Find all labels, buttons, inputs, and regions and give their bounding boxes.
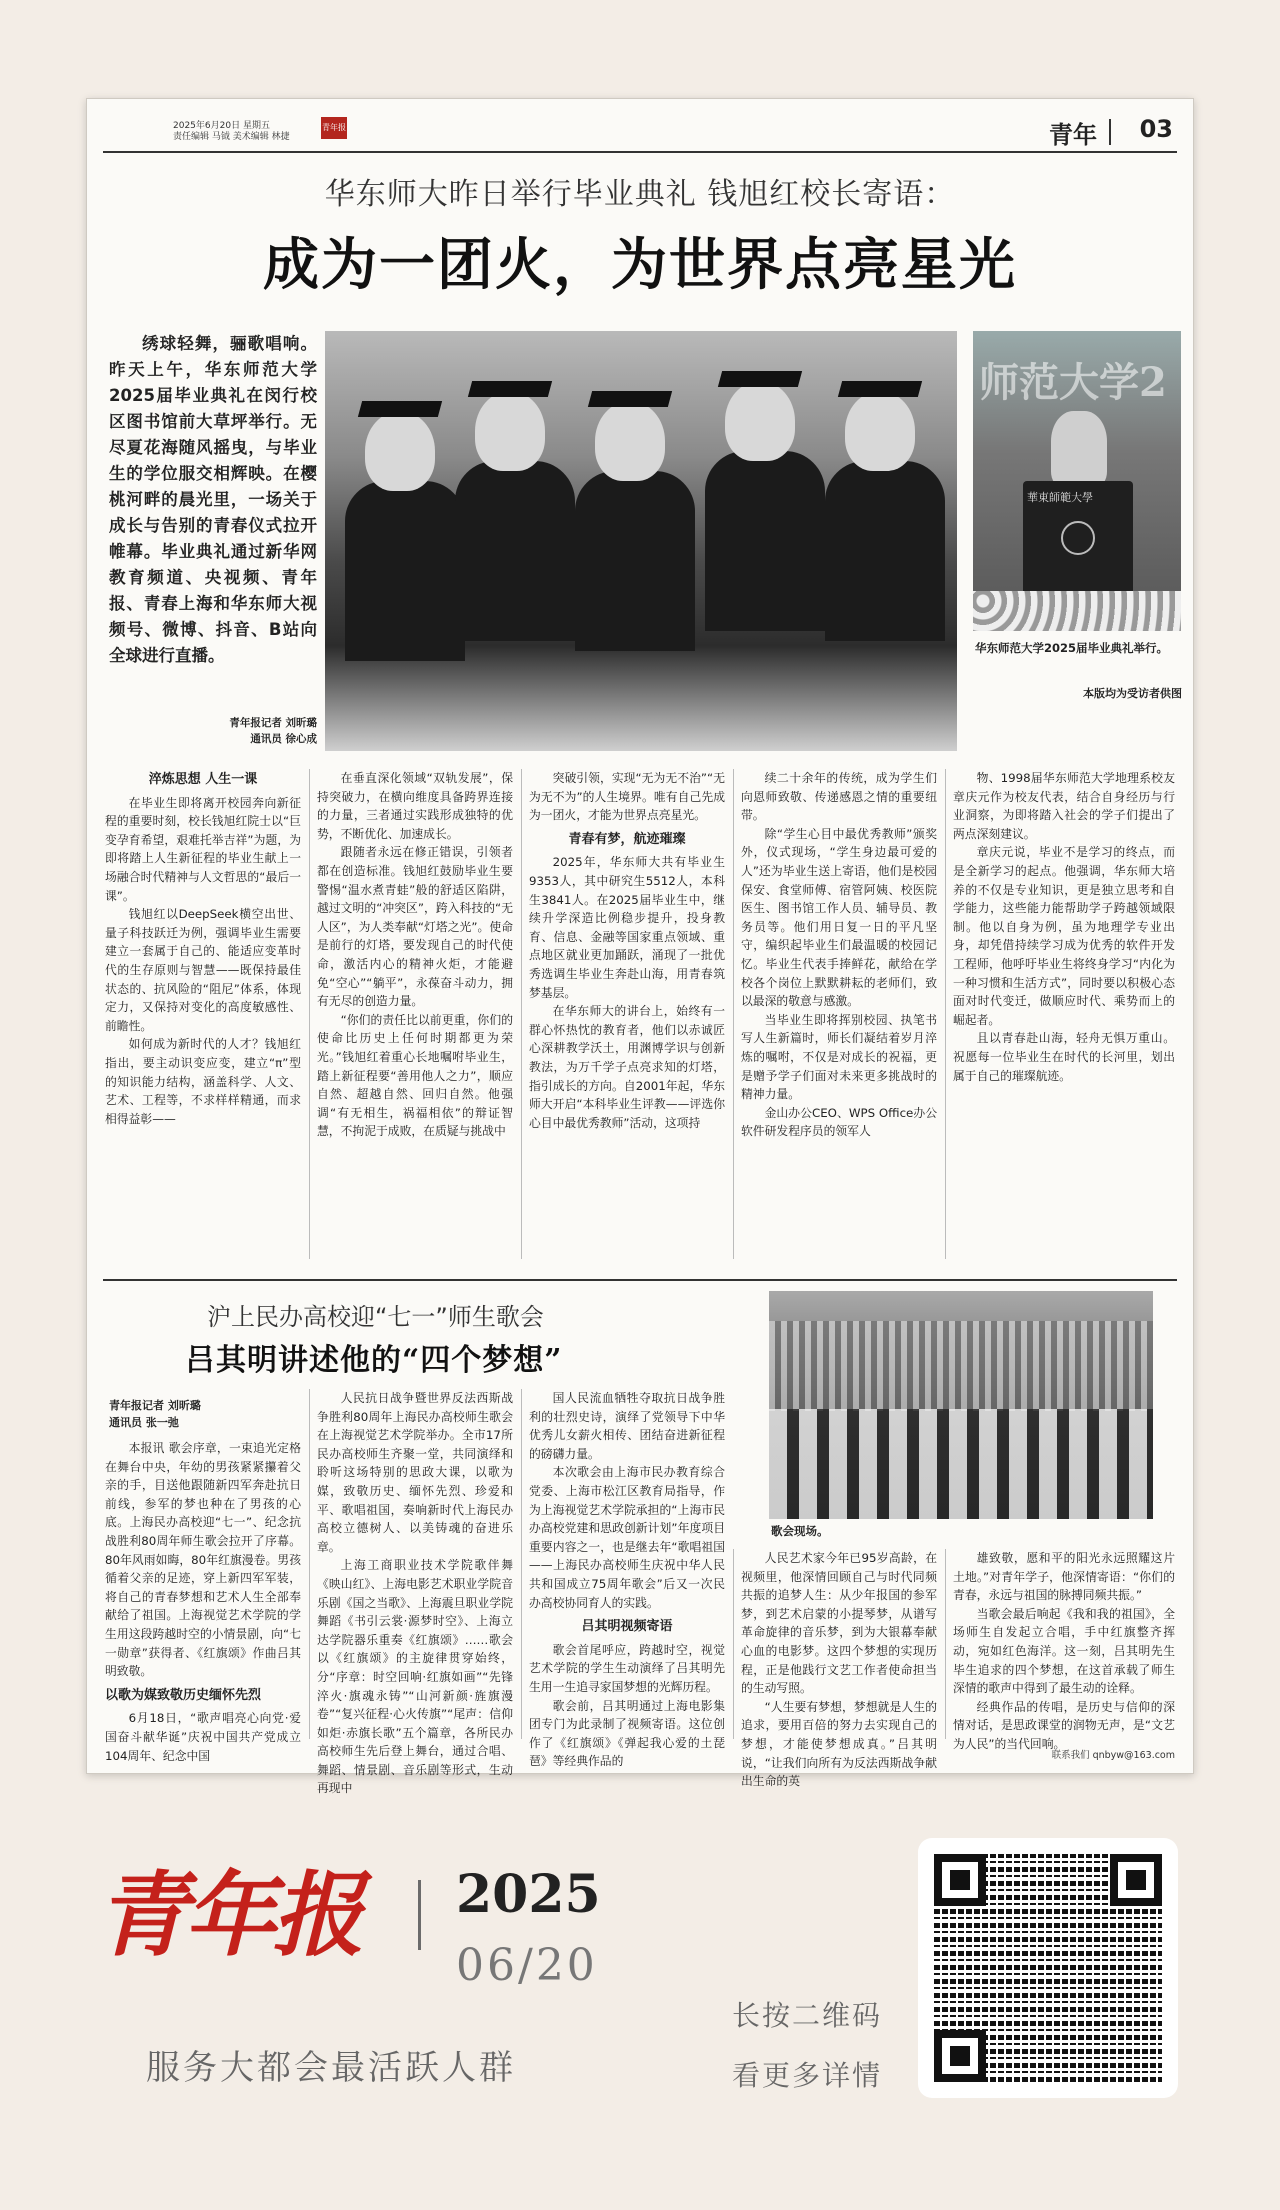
article1-col5 — [953, 769, 1175, 1085]
paragraph: 经典作品的传唱，是历史与信仰的深情对话，是思政课堂的润物无声，是“文艺为人民”的当代回响。 — [953, 1699, 1175, 1751]
column-divider — [945, 769, 946, 1259]
paragraph: 6月18日，“歌声唱亮心向党·爱国奋斗献华诞”庆祝中国共产党成立104周年、纪念中国 — [105, 1711, 301, 1763]
paragraph: 本报讯 歌会序章，一束追光定格在舞台中央，年幼的男孩紧紧攥着父亲的手，目送他跟随新四军奔赴抗日前线，参军的梦也种在了男孩的心底。上海民办高校迎“七一”、纪念抗战胜利80周年师生歌会拉开了序幕。80年风雨如晦，80年红旗漫卷。男孩循着父亲的足迹，穿上新四军军装，将自己的青春梦想和艺术人生全部奉献给了祖国。上海视觉艺术学院的学生用这段跨越时空的小情景剧，向“七一勋章”获得者、《红旗颂》作曲吕其明致敬。 — [105, 1441, 301, 1679]
column-divider — [733, 1549, 734, 1739]
paragraph: 在华东师大的讲台上，始终有一群心怀热忱的教育者，他们以赤诚匠心深耕教学沃土，用渊博学识与创新教法，为万千学子点亮求知的灯塔，指引成长的方向。自2001年起，华东师大开启“本科毕业生评教——评选你心目中最优秀教师”活动，这项持 — [529, 1004, 725, 1130]
qr-code-icon — [934, 1854, 1162, 2082]
masthead-date: 2025年6月20日 星期五 — [173, 121, 270, 131]
column-divider — [521, 769, 522, 1259]
article1-headline: 成为一团火，为世界点亮星光 — [263, 232, 1017, 298]
paragraph: 歌会前，吕其明通过上海电影集团专门为此录制了视频寄语。这位创作了《红旗颂》《弹起我心爱的土琵琶》等经典作品的 — [529, 1698, 725, 1769]
issue-year: 2025 — [456, 1864, 601, 1925]
article2-col4 — [741, 1549, 937, 1791]
concert-photo — [769, 1291, 1153, 1519]
flowers — [973, 591, 1181, 631]
masthead-meta — [173, 121, 290, 143]
masthead-divider — [1109, 119, 1111, 145]
page-number: 03 — [1139, 115, 1173, 143]
paragraph: “你们的责任比以前更重，你们的使命比历史上任何时期都更为荣光。”钱旭红着重心长地嘱咐毕业生，踏上新征程要“善用他人之力”，顺应自然、超越自然、回归自然。他强调“有无相生，祸福相依”的辩证智慧，不拘泥于成败，在质疑与挑战中 — [317, 1012, 513, 1139]
byline-correspondent: 通讯员 徐心成 — [250, 733, 317, 745]
article1-lead — [109, 331, 317, 669]
paragraph: 在毕业生即将离开校园奔向新征程的重要时刻，校长钱旭红院士以“巨变孕育希望，艰难托举吉祥”为题，为即将踏上人生新征程的毕业生献上一场融合时代精神与人文哲思的“最后一课”。 — [105, 795, 301, 903]
paragraph: 物、1998届华东师范大学地理系校友章庆元作为校友代表，结合自身经历与行业洞察，为即将踏入社会的学子们提出了两点深刻建议。 — [953, 771, 1175, 841]
article2-col5 — [953, 1549, 1175, 1754]
paragraph: 钱旭红以DeepSeek横空出世、量子科技跃迁为例，强调毕业生需要建立一套属于自己的、能适应变革时代的生存原则与智慧——既保持最佳状态的、抗风险的“阻尼”体系，体现定力，又保持对变化的高度敏感性、前瞻性。 — [105, 907, 301, 1033]
paragraph: 雄致敬，愿和平的阳光永远照耀这片土地。”对青年学子，他深情寄语：“你们的青春，永远与祖国的脉搏同频共振。” — [953, 1551, 1175, 1603]
newspaper-logo — [96, 1860, 396, 1970]
paragraph: 歌会首尾呼应，跨越时空，视觉艺术学院的学生生动演绎了吕其明先生用一生追寻家国梦想的光辉历程。 — [529, 1642, 725, 1694]
paragraph: 当毕业生即将挥别校园、执笔书写人生新篇时，师长们凝结着岁月淬炼的嘱咐，不仅是对成长的祝福，更是赠予学子们面对未来更多挑战时的精神力量。 — [741, 1012, 937, 1102]
paragraph: 在垂直深化领域“双轨发展”，保持突破力，在横向维度具备跨界连接的力量，三者通过实践形成独特的优势，不断优化、加速成长。 — [317, 771, 513, 841]
article1-col2 — [317, 769, 513, 1141]
backdrop-text: 师范大学2 — [979, 359, 1167, 406]
masthead — [103, 113, 1177, 153]
column-divider — [521, 1389, 522, 1739]
paragraph: 人民抗日战争暨世界反法西斯战争胜利80周年上海民办高校师生歌会在上海视觉艺术学院举办。全市17所民办高校师生齐聚一堂，共同演绎和聆听这场特别的思政大课，以歌为媒，致敬历史、缅怀先烈、珍爱和平、歌唱祖国，奏响新时代上海民办高校立德树人、以美铸魂的奋进乐章。 — [317, 1391, 513, 1554]
column-divider — [733, 769, 734, 1259]
masthead-editors: 责任编辑 马钺 美术编辑 林捷 — [173, 132, 290, 142]
masthead-logo: 青年报 — [321, 117, 347, 139]
slogan: 服务大都会最活跃人群 — [146, 2048, 516, 2088]
article1-byline — [127, 715, 317, 747]
logo-text: 青年报 — [96, 1861, 361, 1969]
graduates-photo — [325, 331, 957, 751]
speaker-figure — [1051, 411, 1107, 487]
paragraph: 除“学生心目中最优秀教师”颁奖外，仪式现场，“学生身边最可爱的人”还为毕业生送上寄语，他们是校园保安、食堂师傅、宿管阿姨、校医院医生、图书馆工作人员、辅导员、教务员等。他们用日复一日的平凡坚守，编织起毕业生们最温暖的校园记忆。毕业生代表手捧鲜花，献给在学校各个岗位上默默耕耘的老师们，致以最深的敬意与感激。 — [741, 826, 937, 1009]
article2-col2 — [317, 1389, 513, 1798]
paragraph: 跟随者永远在修正错误，引领者都在创造标准。钱旭红鼓励毕业生要警惕“温水煮青蛙”般的舒适区陷阱，越过文明的“冲突区”，跨入科技的“无人区”，为人类奉献“灯塔之光”。使命是前行的灯塔，要发现自己的时代使命，激活内心的精神火炬，才能避免“空心”“躺平”，永葆奋斗动力，拥有无尽的创造力量。 — [317, 845, 513, 1009]
paragraph: 本次歌会由上海市民办教育综合党委、上海市松江区教育局指导，作为上海视觉艺术学院承担的“上海市民办高校党建和思政创新计划”年度项目重要内容之一，也是继去年“歌唱祖国——上海民办高校师生庆祝中华人民共和国成立75周年歌会”后又一次民办高校协同育人的实践。 — [529, 1465, 725, 1610]
paragraph: 国人民流血牺牲夺取抗日战争胜利的壮烈史诗，演绎了党领导下中华优秀儿女薪火相传、团结奋进新征程的磅礴力量。 — [529, 1391, 725, 1461]
university-seal-icon — [1061, 521, 1095, 555]
paragraph: “人生要有梦想，梦想就是人生的追求，要用百倍的努力去实现自己的梦想，才能使梦想成真。”吕其明说，“让我们向所有为反法西斯战争献出生命的英 — [741, 1699, 937, 1789]
paragraph: 人民艺术家今年已95岁高龄，在视频里，他深情回顾自己与时代同频共振的追梦人生：从少年报国的参军梦，到艺术启蒙的小提琴梦，从谱写革命旋律的音乐梦，到为大银幕奉献心血的电影梦。这四个梦想的实现历程，正是他践行文艺工作者使命担当的生动写照。 — [741, 1551, 937, 1696]
column-divider — [309, 769, 310, 1259]
column-divider — [945, 1549, 946, 1739]
scan-prompt-line2: 看更多详情 — [732, 2059, 883, 2092]
brand-divider — [418, 1880, 421, 1950]
article2-kicker: 沪上民办高校迎“七一”师生歌会 — [207, 1303, 544, 1331]
paragraph: 且以青春赴山海，轻舟无惧万重山。祝愿每一位毕业生在时代的长河里，划出属于自己的璀璨航迹。 — [953, 1031, 1175, 1083]
newspaper-page — [86, 98, 1194, 1796]
article2-byline — [109, 1397, 201, 1431]
subheading: 青春有梦，航迹璀璨 — [568, 831, 686, 847]
article2-headline: 吕其明讲述他的“四个梦想” — [185, 1343, 563, 1378]
subheading: 以歌为媒致敬历史缅怀先烈 — [105, 1687, 262, 1703]
performers — [769, 1409, 1153, 1519]
scan-prompt-line1: 长按二维码 — [732, 1999, 883, 2032]
issue-date: 06/20 — [456, 1940, 598, 1991]
byline-correspondent: 通讯员 张一弛 — [109, 1416, 179, 1429]
byline-reporter: 青年报记者 刘昕璐 — [109, 1399, 201, 1412]
paragraph: 章庆元说，毕业不是学习的终点，而是全新学习的起点。他强调，华东师大培养的不仅是专业知识，更是独立思考和自学能力，这些能力能帮助学子跨越领域限制。他以自身为例，虽为地理学专业出身，却凭借持续学习成为优秀的软件开发工程师，他呼吁毕业生将终身学习“内化为一种习惯和生活方式”，同时要以积极心态面对时代变迁，做顺应时代、乘势而上的崛起者。 — [953, 845, 1175, 1027]
paragraph: 当歌会最后响起《我和我的祖国》，全场师生自发起立合唱，手中红旗整齐挥动，宛如红色海洋。这一刻，吕其明先生毕生追求的四个梦想，在这首承载了师生深情的歌声中得到了最生动的诠释。 — [953, 1606, 1175, 1696]
paragraph: 2025年，华东师大共有毕业生9353人，其中研究生5512人，本科生3841人。在2025届毕业生中，继续升学深造比例稳步提升，投身教育、信息、金融等国家重点领域、重点地区就业更加踊跃，涌现了一批优秀选调生毕业生奔赴山海，用青春筑梦基层。 — [529, 855, 725, 1000]
byline-reporter: 青年报记者 刘昕璐 — [229, 717, 317, 729]
lead-paragraph: 绣球轻舞，骊歌唱响。昨天上午，华东师范大学2025届毕业典礼在闵行校区图书馆前大草坪举行。无尽夏花海随风摇曳，与毕业生的学位服交相辉映。在樱桃河畔的晨光里，一场关于成长与告别的青春仪式拉开帷幕。毕业典礼通过新华网教育频道、央视频、青年报、青春上海和华东师大视频号、微博、抖音、B站向全球进行直播。 — [109, 334, 317, 665]
concert-photo-caption: 歌会现场。 — [771, 1524, 829, 1538]
paragraph: 上海工商职业技术学院歌伴舞《映山红》、上海电影艺术职业学院音乐剧《国之当歌》、上海震旦职业学院舞蹈《书引云裳·源梦时空》、上海立达学院器乐重奏《红旗颂》……歌会以《红旗颂》的主旋律贯穿始终，分“序章：时空回响·红旗如画”“先锋淬火·旗魂永铸”“山河新颜·旌旗漫卷”“复兴征程·心火传旗”“尾声：信仰如炬·赤旗长歌”五个篇章，各所民办高校师生先后登上舞台，通过合唱、舞蹈、情景剧、音乐剧等形式，生动再现中 — [317, 1558, 513, 1796]
podium-label: 華東師範大學 — [1027, 491, 1093, 504]
section-name: 青年 — [1049, 121, 1097, 149]
article2-col3 — [529, 1389, 725, 1771]
article1-col1 — [105, 765, 301, 1128]
article1-col4 — [741, 769, 937, 1141]
paragraph: 如何成为新时代的人才？钱旭红指出，要主动识变应变，建立“π”型的知识能力结构，涵盖科学、人文、艺术、工程等，不求样样精通，而求相得益彰—— — [105, 1037, 301, 1126]
paragraph: 突破引领，实现“无为无不治”“无为无不为”的人生境界。唯有自己先成为一团火，才能为世界点亮星光。 — [529, 771, 725, 823]
subheading: 吕其明视频寄语 — [581, 1619, 673, 1635]
article1-col3 — [529, 769, 725, 1132]
contact-email: 联系我们 qnbyw@163.com — [1051, 1750, 1175, 1761]
subheading: 淬炼思想 人生一课 — [148, 772, 258, 787]
president-photo-caption: 华东师范大学2025届毕业典礼举行。 — [975, 641, 1169, 655]
qr-code[interactable] — [918, 1838, 1178, 2098]
column-divider — [309, 1389, 310, 1739]
president-photo — [973, 331, 1181, 631]
article-separator — [103, 1279, 1177, 1281]
audience — [769, 1321, 1153, 1411]
paragraph: 金山办公CEO、WPS Office办公软件研发程序员的领军人 — [741, 1105, 937, 1139]
article1-kicker: 华东师大昨日举行毕业典礼 钱旭红校长寄语： — [324, 177, 956, 212]
photo-credit: 本版均为受访者供图 — [1083, 687, 1182, 700]
paragraph: 续二十余年的传统，成为学生们向恩师致敬、传递感恩之情的重要纽带。 — [741, 771, 937, 823]
article2-col1 — [105, 1439, 301, 1765]
